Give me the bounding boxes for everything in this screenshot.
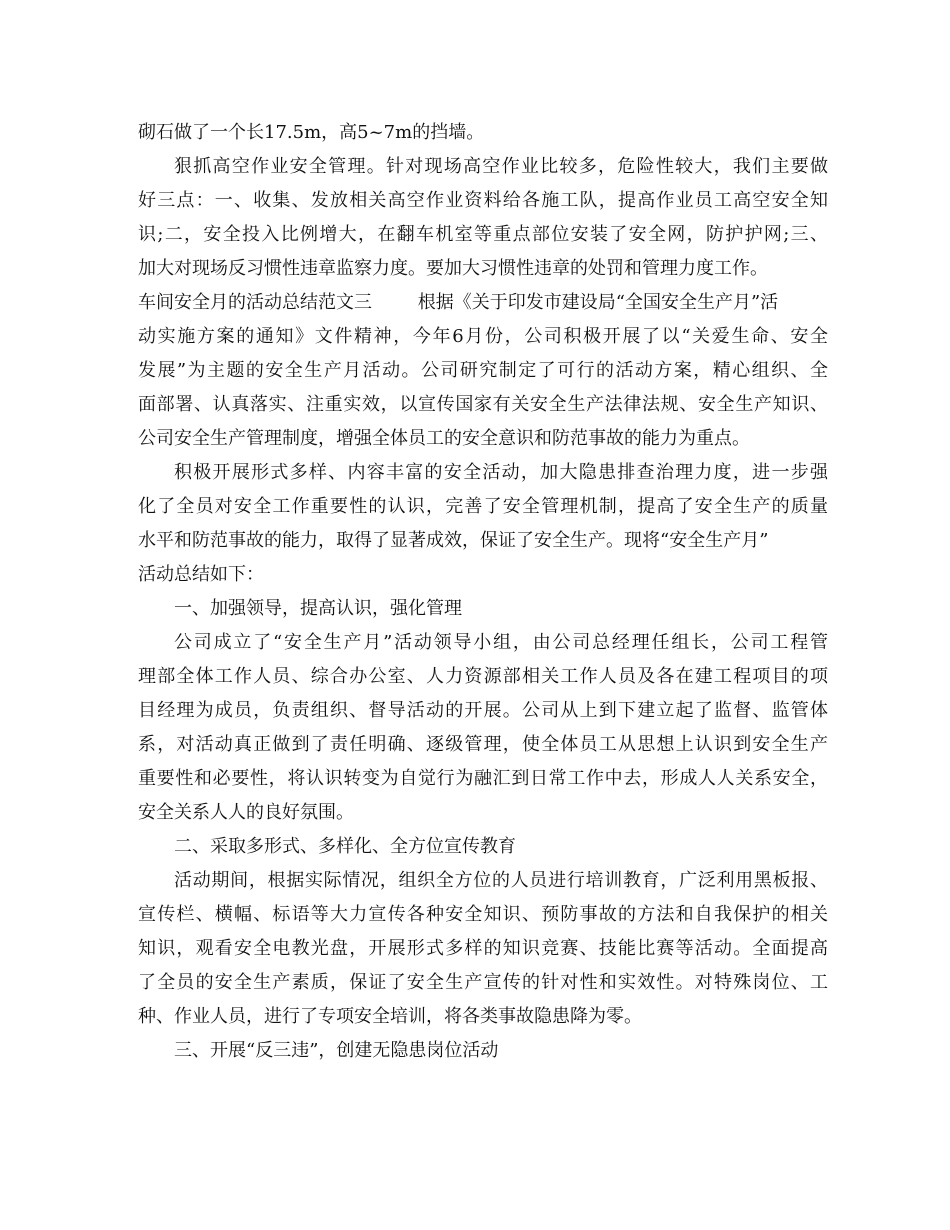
text-line: 动实施方案的通知》文件精神，今年6月份，公司积极开展了以“关爱生命、安全 [138, 326, 828, 347]
text-line: 重要性和必要性，将认识转变为自觉行为融汇到日常工作中去，形成人人关系安全， [138, 768, 828, 789]
text-line: 系，对活动真正做到了责任明确、逐级管理，使全体员工从思想上认识到安全生产 [138, 734, 828, 755]
text-line: 理部全体工作人员、综合办公室、人力资源部相关工作人员及各在建工程项目的项 [138, 666, 828, 687]
text-line: 加大对现场反习惯性违章监察力度。要加大习惯性违章的处罚和管理力度工作。 [138, 258, 768, 279]
text-line: 面部署、认真落实、注重实效，以宣传国家有关安全生产法律法规、安全生产知识、 [138, 394, 828, 415]
text-line: 狠抓高空作业安全管理。针对现场高空作业比较多，危险性较大，我们主要做 [174, 156, 828, 177]
text-line: 宣传栏、横幅、标语等大力宣传各种安全知识、预防事故的方法和自我保护的相关 [138, 904, 828, 925]
subheading-line: 二、采取多形式、多样化、全方位宣传教育 [174, 836, 516, 857]
text-line: 积极开展形式多样、内容丰富的安全活动，加大隐患排查治理力度，进一步强 [174, 462, 828, 483]
text-line: 公司安全生产管理制度，增强全体员工的安全意识和防范事故的能力为重点。 [138, 428, 750, 449]
subheading-line: 三、开展“反三违”，创建无隐患岗位活动 [174, 1040, 499, 1061]
text-line: 安全关系人人的良好氛围。 [138, 802, 354, 823]
text-line: 好三点：一、收集、发放相关高空作业资料给各施工队，提高作业员工高空安全知 [138, 190, 828, 211]
text-line: 了全员的安全生产素质，保证了安全生产宣传的针对性和实效性。对特殊岗位、工 [138, 972, 828, 993]
text-line: 活动期间，根据实际情况，组织全方位的人员进行培训教育，广泛利用黑板报、 [174, 870, 828, 891]
text-line: 活动总结如下： [138, 564, 264, 585]
subheading-line: 一、加强领导，提高认识，强化管理 [174, 598, 462, 619]
text-line: 发展”为主题的安全生产月活动。公司研究制定了可行的活动方案，精心组织、全 [138, 360, 828, 381]
text-line: 识;二，安全投入比例增大，在翻车机室等重点部位安装了安全网，防护护网;三、 [138, 224, 828, 245]
text-line: 目经理为成员，负责组织、督导活动的开展。公司从上到下建立起了监督、监管体 [138, 700, 828, 721]
section-heading-line: 车间安全月的活动总结范文三 根据《关于印发市建设局“全国安全生产月”活 [138, 292, 779, 313]
text-line: 水平和防范事故的能力，取得了显著成效，保证了安全生产。现将“安全生产月” [138, 530, 769, 551]
text-line: 种、作业人员，进行了专项安全培训，将各类事故隐患降为零。 [138, 1006, 642, 1027]
text-line: 知识，观看安全电教光盘，开展形式多样的知识竞赛、技能比赛等活动。全面提高 [138, 938, 828, 959]
text-line: 公司成立了“安全生产月”活动领导小组，由公司总经理任组长，公司工程管 [174, 632, 828, 653]
text-line: 砌石做了一个长17.5m，高5~7m的挡墙。 [138, 122, 485, 143]
document-body [138, 116, 828, 1068]
text-line: 化了全员对安全工作重要性的认识，完善了安全管理机制，提高了安全生产的质量 [138, 496, 828, 517]
